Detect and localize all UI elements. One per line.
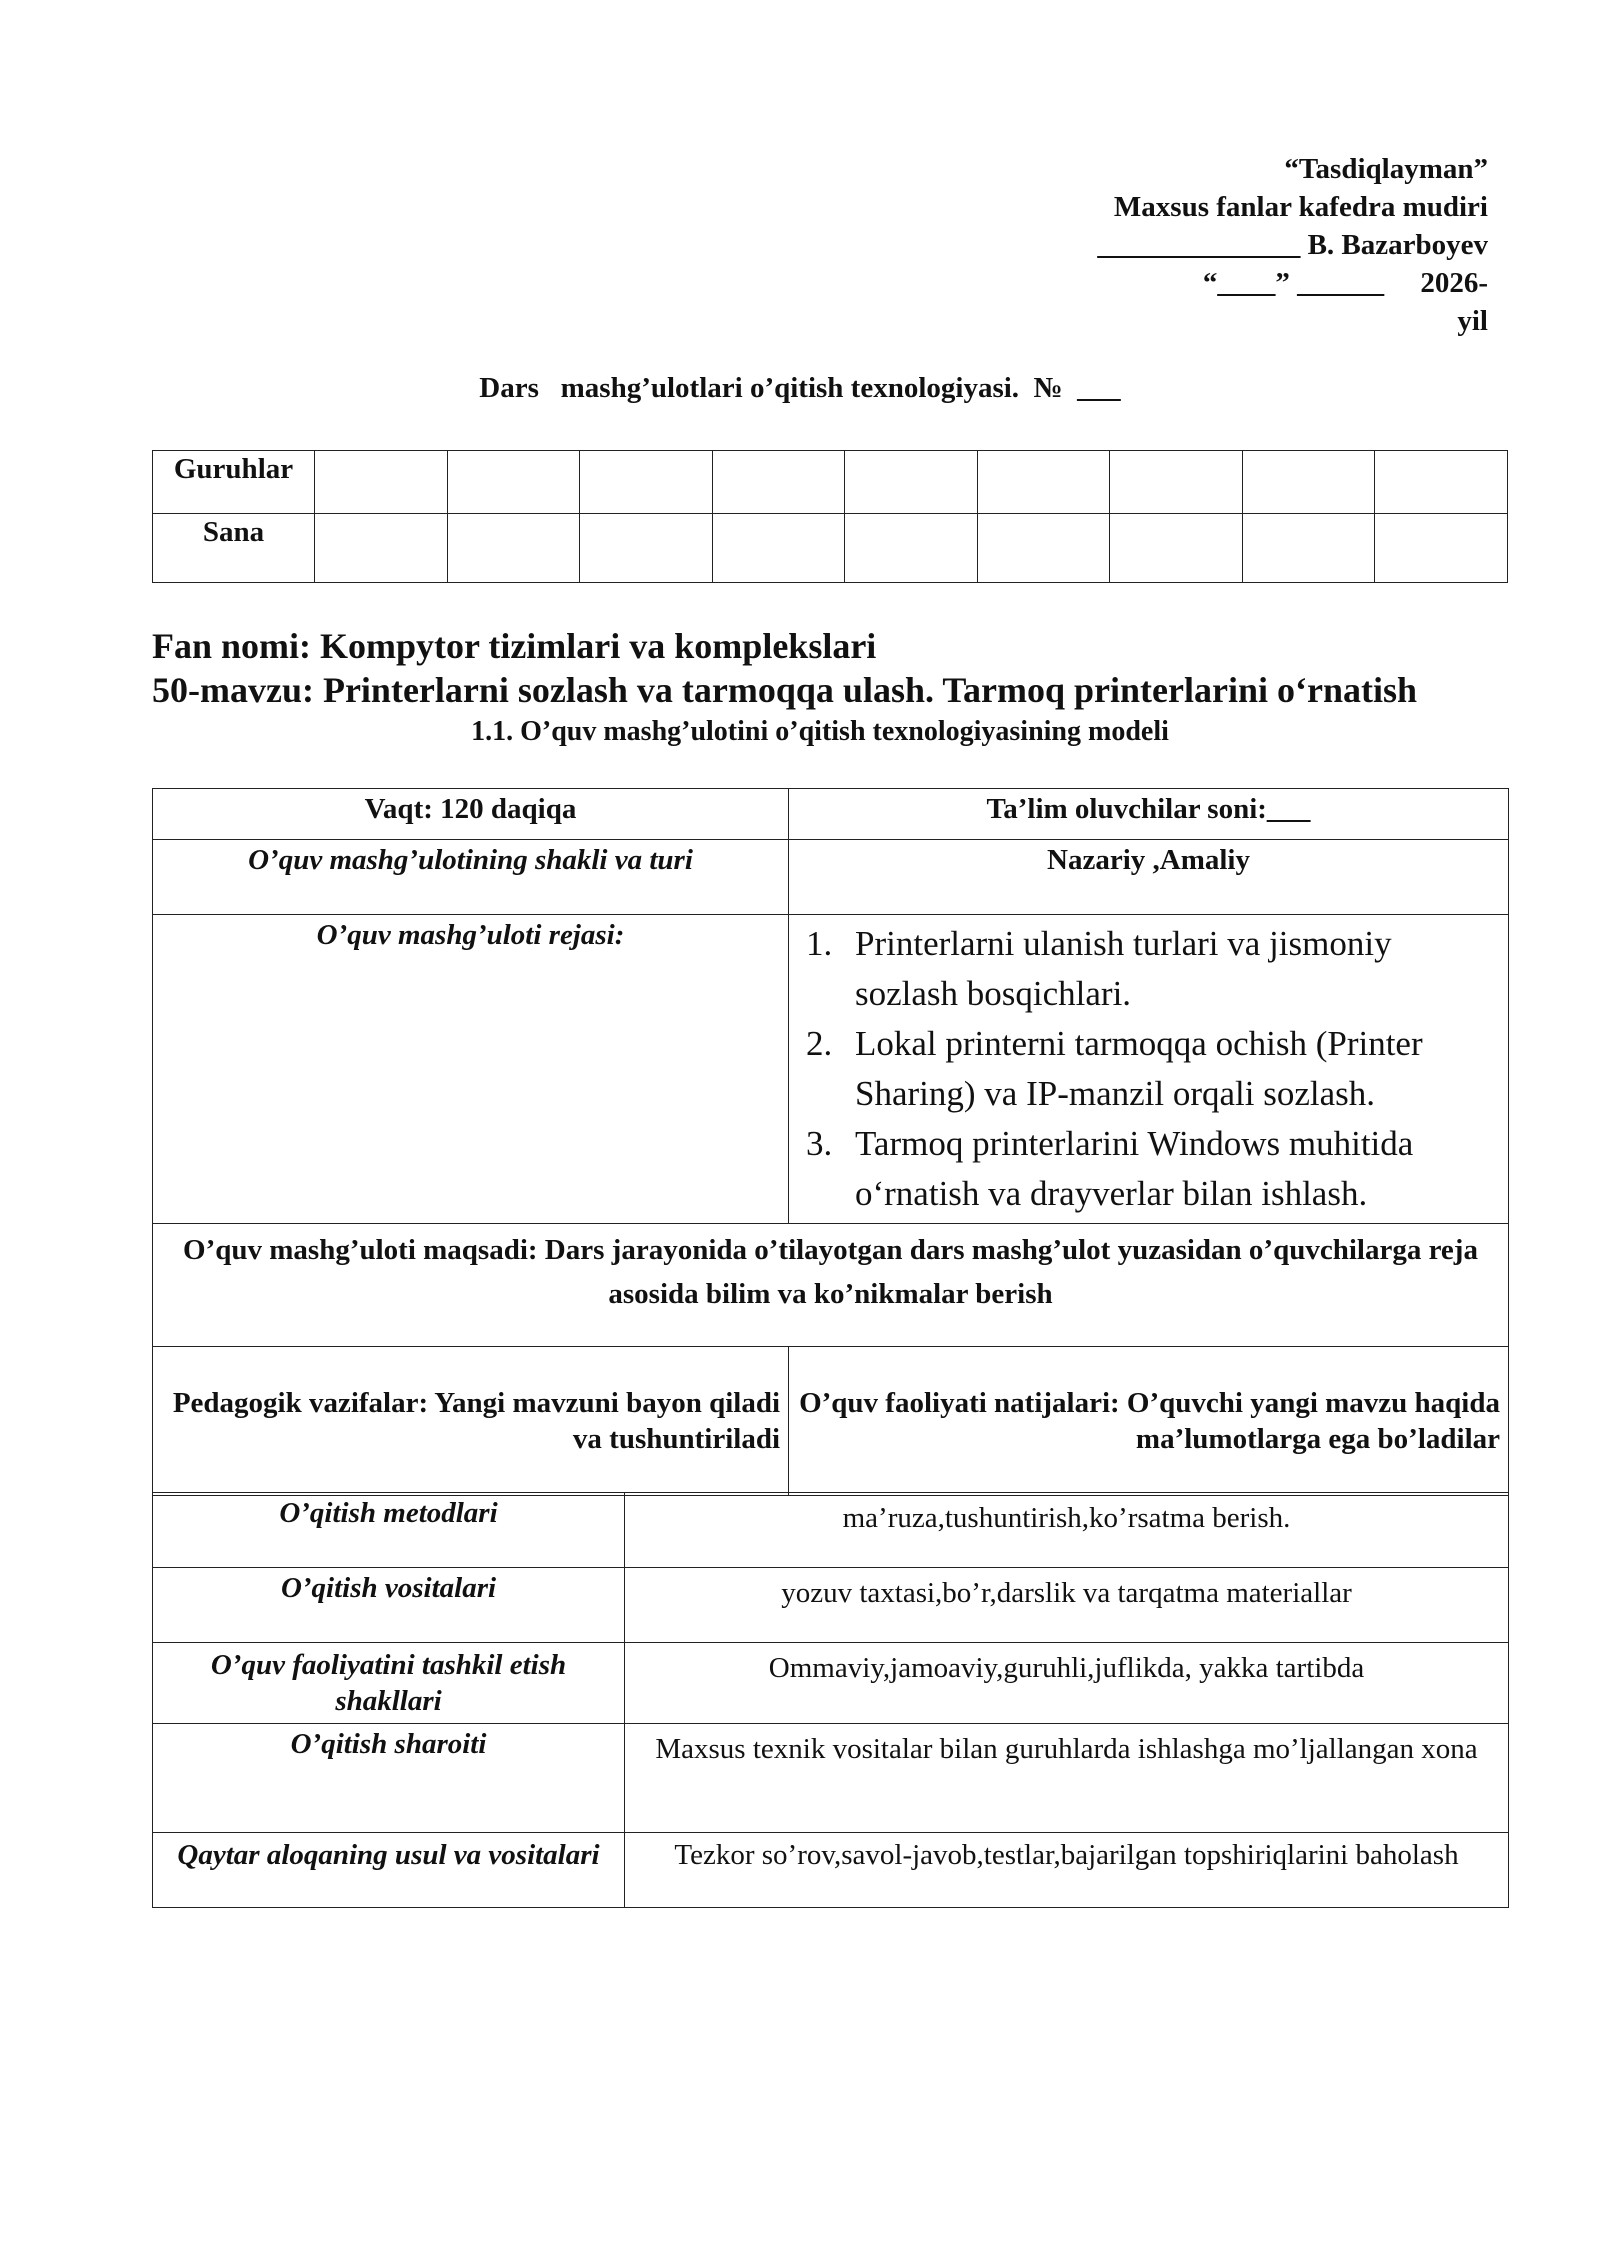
empty-cell — [447, 514, 580, 583]
table-row — [153, 915, 1509, 1224]
subject-name: Fan nomi: Kompytor tizimlari va komplekslari — [152, 626, 877, 666]
empty-cell — [712, 514, 845, 583]
forms-value: Ommaviy,jamoaviy,guruhli,juflikda, yakka tartibda — [625, 1643, 1509, 1724]
empty-cell — [1242, 514, 1375, 583]
empty-cell — [447, 451, 580, 514]
empty-cell — [1110, 514, 1243, 583]
approval-date: “____” ______ 2026- — [1202, 267, 1488, 299]
empty-cell — [1110, 451, 1243, 514]
methods-value: ma’ruza,tushuntirish,ko’rsatma berish. — [625, 1493, 1509, 1568]
lesson-goal: O’quv mashg’uloti maqsadi: Dars jarayonida o’tilayotgan dars mashg’ulot yuzasidan o’quvchilarga reja asosida bilim va ko’nikmalar berish — [153, 1224, 1509, 1347]
plan-label: O’quv mashg’uloti rejasi: — [153, 915, 789, 1224]
shape-value: Nazariy ,Amaliy — [789, 840, 1509, 915]
feedback-label: Qaytar aloqaning usul va vositalari — [153, 1833, 625, 1908]
empty-cell — [1242, 451, 1375, 514]
learning-results: O’quv faoliyati natijalari: O’quvchi yangi mavzu haqida ma’lumotlarga ega bo’ladilar — [789, 1347, 1509, 1496]
feedback-value: Tezkor so’rov,savol-javob,testlar,bajarilgan topshiriqlarini baholash — [625, 1833, 1509, 1908]
conditions-label: O’qitish sharoiti — [153, 1724, 625, 1833]
conditions-value: Maxsus texnik vositalar bilan guruhlarda ishlashga mo’ljallangan xona — [625, 1724, 1509, 1833]
tools-value: yozuv taxtasi,bo’r,darslik va tarqatma materiallar — [625, 1568, 1509, 1643]
list-item: 2. Lokal printerni tarmoqqa ochish (Printer Sharing) va IP-manzil orqali sozlash. — [841, 1019, 1500, 1119]
table-row — [153, 1224, 1509, 1347]
shape-label: O’quv mashg’ulotining shakli va turi — [153, 840, 789, 915]
empty-cell — [1375, 514, 1508, 583]
forms-label: O’quv faoliyatini tashkil etish shakllari — [153, 1643, 625, 1724]
students-cell: Ta’lim oluvchilar soni:___ — [789, 789, 1509, 840]
document-title: Dars mashg’ulotlari o’qitish texnologiyasi. № ___ — [479, 372, 1121, 404]
table-row — [153, 451, 1508, 514]
lesson-model-table — [152, 788, 1509, 1496]
empty-cell — [1375, 451, 1508, 514]
empty-cell — [977, 514, 1110, 583]
approval-title: “Tasdiqlayman” — [1284, 153, 1488, 185]
groups-label: Guruhlar — [153, 451, 315, 514]
empty-cell — [845, 514, 978, 583]
table-row — [153, 1568, 1509, 1643]
plan-list — [797, 919, 1500, 1219]
empty-cell — [580, 514, 713, 583]
empty-cell — [315, 451, 448, 514]
approval-signature: ______________ B. Bazarboyev — [1097, 229, 1488, 261]
empty-cell — [977, 451, 1110, 514]
tools-label: O’qitish vositalari — [153, 1568, 625, 1643]
empty-cell — [580, 451, 713, 514]
subject-block — [152, 624, 1417, 712]
table-row — [153, 840, 1509, 915]
time-cell: Vaqt: 120 daqiqa — [153, 789, 789, 840]
empty-cell — [845, 451, 978, 514]
model-title: 1.1. O’quv mashg’ulotini o’qitish texnologiyasining modeli — [471, 716, 1169, 747]
groups-table — [152, 450, 1508, 583]
approval-year: yil — [1457, 305, 1488, 337]
table-row — [153, 514, 1508, 583]
date-label: Sana — [153, 514, 315, 583]
plan-cell — [789, 915, 1509, 1224]
approval-block — [1097, 150, 1488, 340]
table-row — [153, 789, 1509, 840]
table-row — [153, 1643, 1509, 1724]
topic-title: 50-mavzu: Printerlarni sozlash va tarmoqqa ulash. Tarmoq printerlarini oʻrnatish — [152, 670, 1418, 710]
empty-cell — [315, 514, 448, 583]
table-row — [153, 1493, 1509, 1568]
empty-cell — [712, 451, 845, 514]
table-row — [153, 1724, 1509, 1833]
approval-position: Maxsus fanlar kafedra mudiri — [1113, 191, 1488, 223]
details-table — [152, 1492, 1509, 1908]
table-row — [153, 1347, 1509, 1496]
methods-label: O’qitish metodlari — [153, 1493, 625, 1568]
list-item: 3. Tarmoq printerlarini Windows muhitida oʻrnatish va drayverlar bilan ishlash. — [841, 1119, 1500, 1219]
pedagogical-tasks: Pedagogik vazifalar: Yangi mavzuni bayon qiladi va tushuntiriladi — [153, 1347, 789, 1496]
table-row — [153, 1833, 1509, 1908]
list-item: 1. Printerlarni ulanish turlari va jismoniy sozlash bosqichlari. — [841, 919, 1500, 1019]
